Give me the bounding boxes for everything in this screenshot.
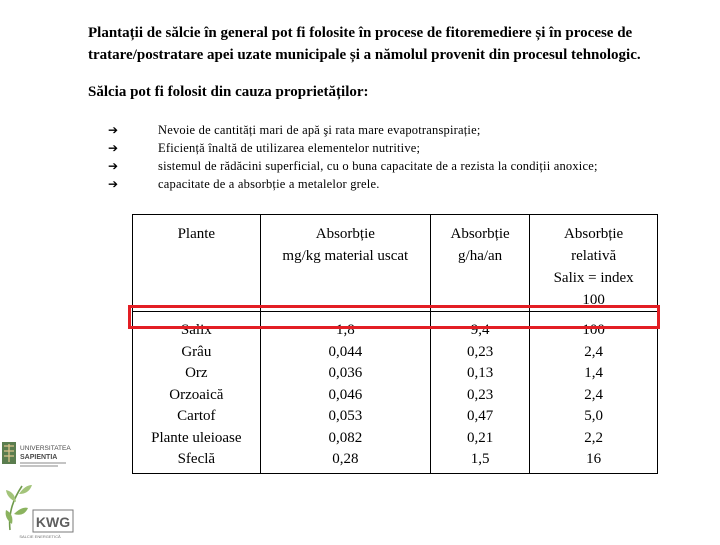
table-cell: 2,2 <box>584 429 603 446</box>
table-cell: 0,053 <box>328 408 363 424</box>
sapientia-line-1: UNIVERSITATEA <box>20 445 71 452</box>
properties-list <box>108 121 708 193</box>
logos-graphic <box>0 438 78 540</box>
relative-column <box>530 312 658 474</box>
table-cell: 2,4 <box>584 386 603 403</box>
table-cell: Sfeclă <box>177 451 216 467</box>
intro-paragraph: Plantații de sălcie în general pot fi folosite în procese de fitoremediere și în procese de tratare/postratare apei uzate municipale și a nămolul provenit din procesul tehnologic. <box>88 25 641 63</box>
kwg-logo <box>6 485 73 539</box>
header-abs-area <box>430 215 529 312</box>
kwg-wordmark: KWG <box>35 514 71 530</box>
table-cell: 100 <box>582 322 605 338</box>
header-plant-label: Plante <box>177 226 216 242</box>
header-line: Absorbție <box>564 226 624 242</box>
table-header-row <box>133 215 658 312</box>
table-cell: 0,044 <box>328 343 363 360</box>
willow-leaf-icon <box>14 508 28 515</box>
table-cell: 9,4 <box>470 322 490 338</box>
table-cell: Orz <box>185 365 208 381</box>
kwg-tagline: SALCIE ENERGETICĂ <box>19 534 61 539</box>
table-cell: 0,13 <box>466 365 494 381</box>
table-cell: Orzoaică <box>169 386 224 403</box>
list-item <box>108 175 708 193</box>
table-cell: 0,046 <box>328 386 363 403</box>
table-cell: 1,5 <box>470 451 490 467</box>
sapientia-line-2: SAPIENTIA <box>20 454 58 461</box>
table-cell: 0,082 <box>328 429 363 446</box>
table-cell: 0,23 <box>466 343 494 360</box>
table-cell: Grâu <box>181 343 212 360</box>
arrow-bullet-icon: ➔ <box>108 177 119 191</box>
table-cell: 0,21 <box>466 429 494 446</box>
arrow-bullet-icon: ➔ <box>108 123 119 137</box>
header-line: Absorbție <box>315 226 375 242</box>
arrow-bullet-icon: ➔ <box>108 141 119 155</box>
table-cell: 1,4 <box>584 365 603 381</box>
arrow-bullet-icon: ➔ <box>108 159 119 173</box>
table-cell: 0,47 <box>466 408 494 424</box>
abs-area-column <box>430 312 529 474</box>
header-line: Salix = index <box>553 270 634 286</box>
header-relative <box>530 215 658 312</box>
list-item <box>108 157 708 175</box>
properties-heading: Sălcia pot fi folosit din cauza proprietăților: <box>88 84 369 100</box>
table-cell: 5,0 <box>584 408 603 424</box>
plants-column <box>133 312 261 474</box>
table-cell: Plante uleioase <box>151 429 242 446</box>
list-item-text: Nevoie de cantități mari de apă şi rata mare evapotranspirație; <box>158 123 481 137</box>
list-item <box>108 139 708 157</box>
list-item <box>108 121 708 139</box>
table-cell: 0,036 <box>328 365 363 381</box>
absorption-table <box>132 214 658 474</box>
willow-leaf-icon <box>6 490 16 502</box>
table-cell: 0,23 <box>466 386 494 403</box>
header-line: Absorbție <box>450 226 510 242</box>
abs-dry-column <box>260 312 430 474</box>
table-cell: Salix <box>180 322 212 338</box>
sidebar-logos <box>0 438 78 540</box>
header-line: g/ha/an <box>458 248 503 264</box>
table-cell: 1,8 <box>335 322 355 338</box>
table-cell: Cartof <box>177 408 216 424</box>
header-plant <box>133 215 261 312</box>
table-cell: 16 <box>586 451 602 467</box>
header-line: 100 <box>582 292 605 308</box>
list-item-text: capacitate de a absorbție a metalelor grele. <box>158 177 380 191</box>
header-line: mg/kg material uscat <box>282 248 409 264</box>
list-item-text: Eficiență înaltă de utilizarea elementelor nutritive; <box>158 141 421 155</box>
table-cell: 2,4 <box>584 343 603 360</box>
table-data-row <box>133 312 658 474</box>
header-abs-dry <box>260 215 430 312</box>
sapientia-logo <box>2 442 71 466</box>
list-item-text: sistemul de rădăcini superficial, cu o buna capacitate de a rezista la condiții anoxice; <box>158 159 598 173</box>
table-cell: 0,28 <box>332 451 359 467</box>
header-line: relativă <box>571 248 617 264</box>
